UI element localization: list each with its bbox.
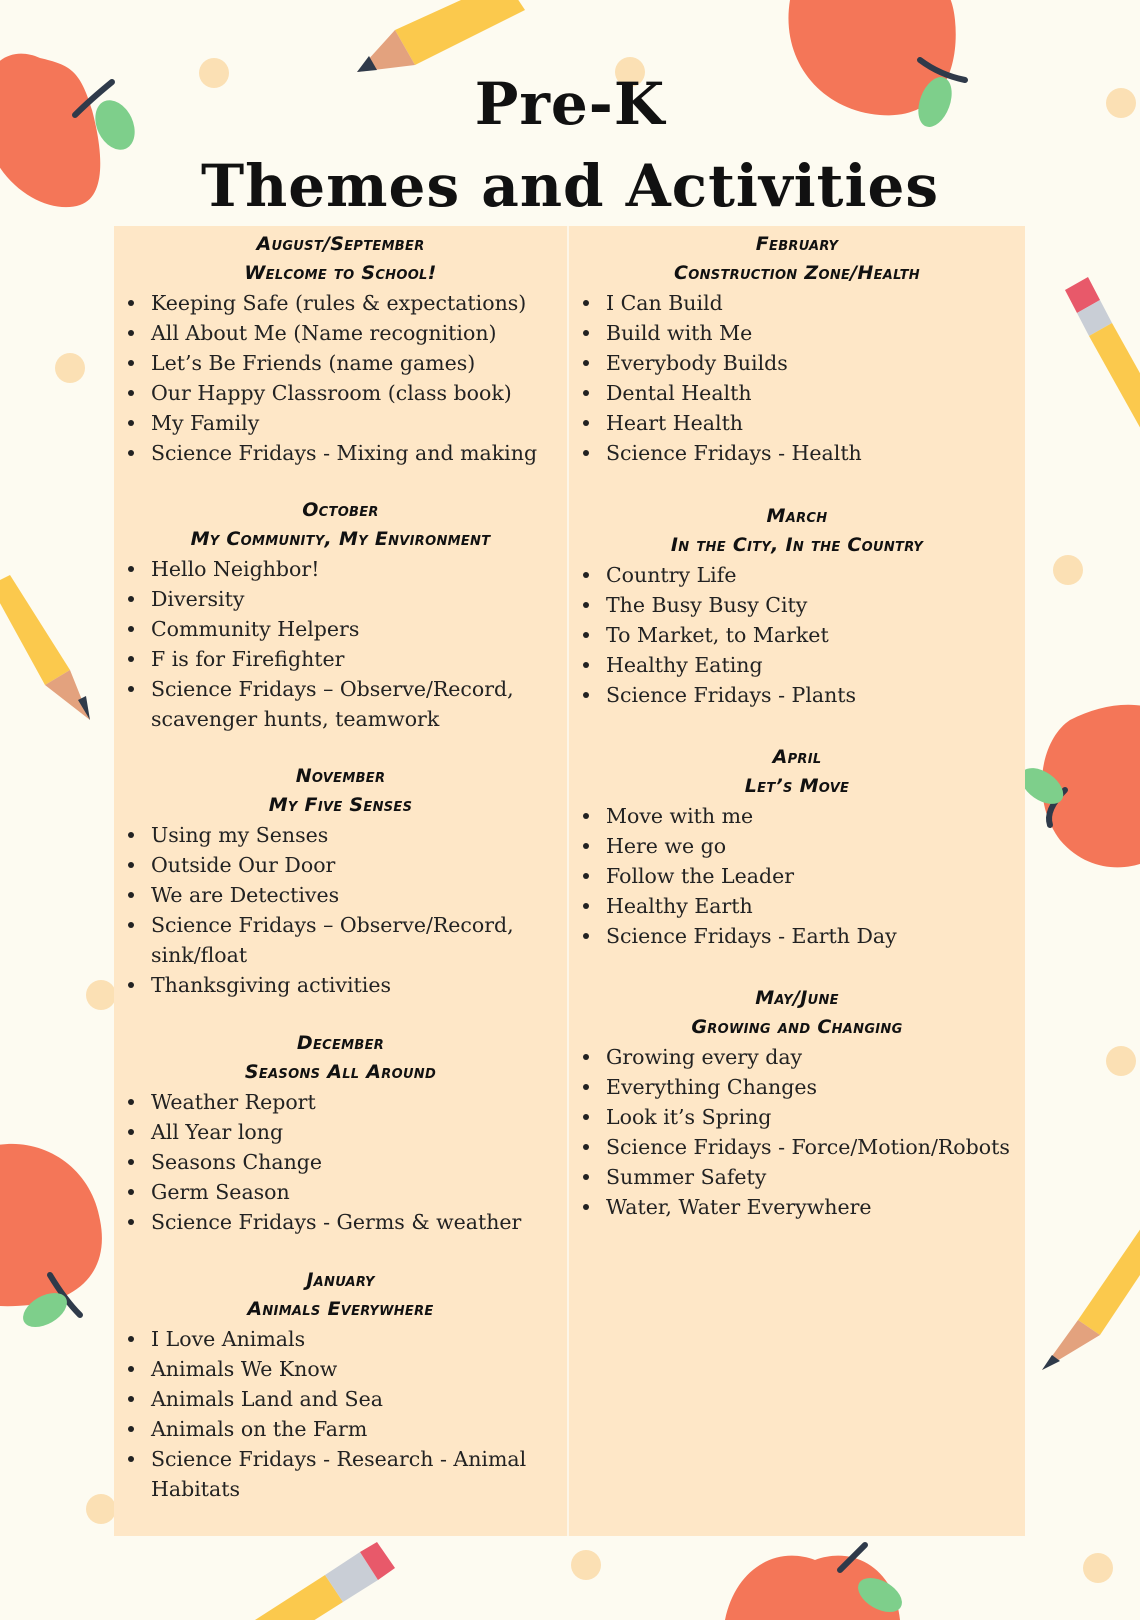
theme-heading: Growing and Changing	[691, 1016, 903, 1038]
activity-list	[114, 1324, 567, 1504]
list-item: Science Fridays - Research - Animal Habitats	[114, 1444, 567, 1504]
month-section-december	[114, 1029, 567, 1237]
month-heading: January	[306, 1269, 375, 1291]
page-title-line-1: Pre-K	[474, 70, 666, 138]
month-section-january	[114, 1266, 567, 1504]
list-item: Diversity	[114, 584, 567, 614]
decor-dot	[86, 980, 116, 1010]
list-item: Let’s Be Friends (name games)	[114, 348, 567, 378]
themes-panel	[114, 226, 1025, 1536]
pencil-icon	[1040, 285, 1140, 435]
list-item: Science Fridays - Germs & weather	[114, 1207, 567, 1237]
list-item: Follow the Leader	[569, 861, 1025, 891]
decor-dot	[55, 353, 85, 383]
list-item: Move with me	[569, 801, 1025, 831]
theme-heading: Animals Everywhere	[247, 1298, 434, 1320]
theme-heading: My Five Senses	[268, 794, 413, 816]
activity-list	[114, 1087, 567, 1237]
month-section-april	[569, 743, 1025, 951]
list-item: Our Happy Classroom (class book)	[114, 378, 567, 408]
apple-icon	[0, 1140, 130, 1340]
list-item: All About Me (Name recognition)	[114, 318, 567, 348]
list-item: Community Helpers	[114, 614, 567, 644]
list-item: Summer Safety	[569, 1162, 1025, 1192]
list-item: Germ Season	[114, 1177, 567, 1207]
list-item: Everybody Builds	[569, 348, 1025, 378]
month-section-aug-sep	[114, 230, 567, 468]
activity-list	[569, 801, 1025, 951]
theme-heading: My Community, My Environment	[190, 528, 491, 550]
list-item: Keeping Safe (rules & expectations)	[114, 288, 567, 318]
list-item: All Year long	[114, 1117, 567, 1147]
month-heading: November	[295, 765, 386, 787]
list-item: Thanksgiving activities	[114, 970, 567, 1000]
month-heading: April	[772, 746, 822, 768]
list-item: Everything Changes	[569, 1072, 1025, 1102]
list-item: F is for Firefighter	[114, 644, 567, 674]
activity-list	[114, 554, 567, 734]
decor-dot	[571, 1550, 601, 1580]
month-section-october	[114, 496, 567, 734]
month-heading: May/June	[755, 987, 839, 1009]
month-heading: March	[766, 505, 828, 527]
pencil-icon	[355, 0, 515, 80]
month-section-february	[569, 230, 1025, 468]
list-item: Science Fridays - Mixing and making	[114, 438, 567, 468]
list-item: Build with Me	[569, 318, 1025, 348]
list-item: Here we go	[569, 831, 1025, 861]
list-item: Heart Health	[569, 408, 1025, 438]
pencil-icon	[1040, 1215, 1140, 1375]
month-section-march	[569, 502, 1025, 710]
month-heading: October	[302, 499, 379, 521]
apple-icon	[715, 1540, 915, 1620]
month-heading: August/September	[256, 233, 425, 255]
list-item: Animals We Know	[114, 1354, 567, 1384]
list-item: To Market, to Market	[569, 620, 1025, 650]
list-item: Country Life	[569, 560, 1025, 590]
list-item: Science Fridays – Observe/Record, sink/float	[114, 910, 567, 970]
theme-heading: In the City, In the Country	[670, 534, 924, 556]
list-item: I Can Build	[569, 288, 1025, 318]
list-item: Healthy Earth	[569, 891, 1025, 921]
left-column	[114, 226, 569, 1536]
page-title-line-2: Themes and Activities	[200, 152, 940, 220]
list-item: I Love Animals	[114, 1324, 567, 1354]
month-section-may-june	[569, 984, 1025, 1222]
list-item: Healthy Eating	[569, 650, 1025, 680]
list-item: Look it’s Spring	[569, 1102, 1025, 1132]
activity-list	[569, 560, 1025, 710]
list-item: Science Fridays - Earth Day	[569, 921, 1025, 951]
activity-list	[569, 1042, 1025, 1222]
list-item: Science Fridays - Health	[569, 438, 1025, 468]
list-item: Weather Report	[114, 1087, 567, 1117]
pencil-icon	[255, 1540, 405, 1620]
list-item: Science Fridays - Force/Motion/Robots	[569, 1132, 1025, 1162]
list-item: My Family	[114, 408, 567, 438]
activity-list	[114, 288, 567, 468]
activity-list	[114, 820, 567, 1000]
pencil-icon	[0, 575, 100, 735]
list-item: Animals Land and Sea	[114, 1384, 567, 1414]
theme-heading: Seasons All Around	[244, 1061, 437, 1083]
activity-list	[569, 288, 1025, 468]
month-section-november	[114, 762, 567, 1000]
list-item: Outside Our Door	[114, 850, 567, 880]
decor-dot	[1083, 1553, 1113, 1583]
list-item: Science Fridays – Observe/Record, scavenger hunts, teamwork	[114, 674, 567, 734]
list-item: Science Fridays - Plants	[569, 680, 1025, 710]
list-item: The Busy Busy City	[569, 590, 1025, 620]
list-item: Animals on the Farm	[114, 1414, 567, 1444]
list-item: We are Detectives	[114, 880, 567, 910]
month-heading: December	[296, 1032, 385, 1054]
list-item: Hello Neighbor!	[114, 554, 567, 584]
apple-icon	[1020, 700, 1140, 880]
list-item: Growing every day	[569, 1042, 1025, 1072]
list-item: Using my Senses	[114, 820, 567, 850]
theme-heading: Welcome to School!	[244, 262, 437, 284]
list-item: Dental Health	[569, 378, 1025, 408]
decor-dot	[1053, 555, 1083, 585]
theme-heading: Construction Zone/Health	[674, 262, 920, 284]
decor-dot	[1106, 1046, 1136, 1076]
theme-heading: Let’s Move	[744, 775, 850, 797]
list-item: Water, Water Everywhere	[569, 1192, 1025, 1222]
list-item: Seasons Change	[114, 1147, 567, 1177]
right-column	[569, 226, 1025, 1536]
decor-dot	[86, 1494, 116, 1524]
month-heading: February	[755, 233, 839, 255]
